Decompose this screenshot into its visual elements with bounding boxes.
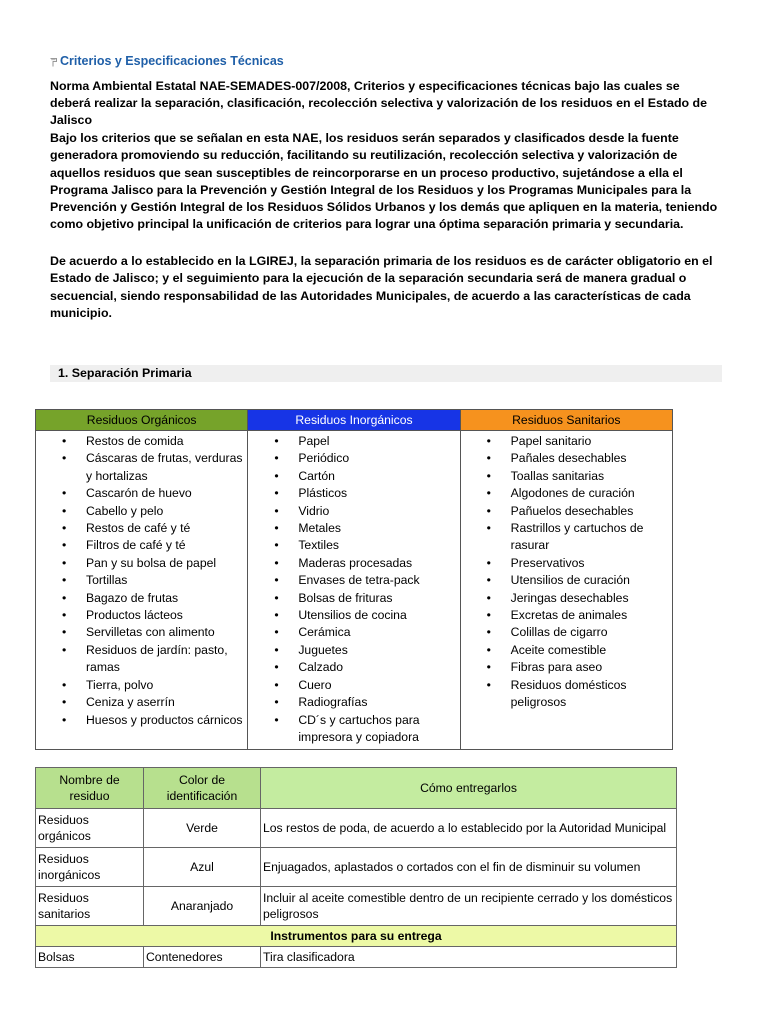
sanitary-item: • Pañales desechables <box>481 450 672 467</box>
organic-item: • Servilletas con alimento <box>56 624 247 641</box>
inorganic-item: • Juguetes <box>268 642 459 659</box>
organic-item: • Cascarón de huevo <box>56 485 247 502</box>
section-heading <box>50 54 284 68</box>
inorganic-cell <box>248 431 460 750</box>
inorganic-item: • Plásticos <box>268 485 459 502</box>
section-1-title: 1. Separación Primaria <box>58 366 192 380</box>
residue-color: Azul <box>144 848 261 887</box>
sanitary-item: • Toallas sanitarias <box>481 468 672 485</box>
table-row <box>36 848 677 887</box>
inorganic-item: • Periódico <box>268 450 459 467</box>
primary-separation-table <box>35 409 673 750</box>
inorganic-item: • Papel <box>268 433 459 450</box>
organic-item: • Cabello y pelo <box>56 503 247 520</box>
delivery-table <box>35 767 677 968</box>
organic-item: • Ceniza y aserrín <box>56 694 247 711</box>
sanitary-item: • Fibras para aseo <box>481 659 672 676</box>
organic-item: • Huesos y productos cárnicos <box>56 712 247 729</box>
sanitary-item: • Residuos domésticos peligrosos <box>481 677 672 712</box>
inorganic-item: • Textiles <box>268 537 459 554</box>
sanitary-item: • Excretas de animales <box>481 607 672 624</box>
sanitary-list <box>461 433 672 712</box>
organic-item: • Restos de comida <box>56 433 247 450</box>
organic-cell <box>36 431 248 750</box>
instruments-row <box>36 947 677 968</box>
organic-item: • Filtros de café y té <box>56 537 247 554</box>
instruments-title: Instrumentos para su entrega <box>36 926 677 947</box>
inorganic-list <box>248 433 459 746</box>
inorganic-item: • Cerámica <box>268 624 459 641</box>
organic-item: • Cáscaras de frutas, verduras y hortalizas <box>56 450 247 485</box>
residue-how: Incluir al aceite comestible dentro de un recipiente cerrado y los domésticos peligrosos <box>261 887 677 926</box>
inorganic-item: • Calzado <box>268 659 459 676</box>
inorganic-item: • Cuero <box>268 677 459 694</box>
table-row <box>36 809 677 848</box>
inorganic-item: • Vidrio <box>268 503 459 520</box>
residue-name: Residuos sanitarios <box>36 887 144 926</box>
inorganic-item: • Maderas procesadas <box>268 555 459 572</box>
inorganic-item: • Envases de tetra-pack <box>268 572 459 589</box>
inorganic-item: • CD´s y cartuchos para impresora y copiadora <box>268 712 459 747</box>
organic-item: • Tierra, polvo <box>56 677 247 694</box>
organic-item: • Residuos de jardín: pasto, ramas <box>56 642 247 677</box>
sanitary-item: • Preservativos <box>481 555 672 572</box>
instrument-item: Tira clasificadora <box>261 947 677 968</box>
organic-header: Residuos Orgánicos <box>36 410 248 431</box>
inorganic-item: • Radiografías <box>268 694 459 711</box>
organic-item: • Bagazo de frutas <box>56 590 247 607</box>
col-color-header: Color de identificación <box>144 768 261 809</box>
inorganic-item: • Utensilios de cocina <box>268 607 459 624</box>
organic-item: • Restos de café y té <box>56 520 247 537</box>
inorganic-item: • Cartón <box>268 468 459 485</box>
sanitary-item: • Aceite comestible <box>481 642 672 659</box>
col-name-header: Nombre de residuo <box>36 768 144 809</box>
residue-name: Residuos orgánicos <box>36 809 144 848</box>
residue-how: Enjuagados, aplastados o cortados con el fin de disminuir su volumen <box>261 848 677 887</box>
organic-item: • Pan y su bolsa de papel <box>56 555 247 572</box>
residue-color: Anaranjado <box>144 887 261 926</box>
flag-icon <box>50 56 57 64</box>
instrument-item: Contenedores <box>144 947 261 968</box>
inorganic-item: • Metales <box>268 520 459 537</box>
sanitary-item: • Algodones de curación <box>481 485 672 502</box>
sanitary-item: • Utensilios de curación <box>481 572 672 589</box>
sanitary-item: • Colillas de cigarro <box>481 624 672 641</box>
sanitary-item: • Rastrillos y cartuchos de rasurar <box>481 520 672 555</box>
residue-how: Los restos de poda, de acuerdo a lo establecido por la Autoridad Municipal <box>261 809 677 848</box>
sanitary-item: • Pañuelos desechables <box>481 503 672 520</box>
organic-item: • Tortillas <box>56 572 247 589</box>
sanitary-item: • Jeringas desechables <box>481 590 672 607</box>
paragraph-1: Bajo los criterios que se señalan en esta NAE, los residuos serán separados y clasificados desde la fuente generadora promoviendo su reducción, facilitando su reutilización, recolección selectiva y valorización de aquellos residuos que sean susceptibles de reincorporarse en un proceso productivo, sujetándose a ella el Programa Jalisco para la Prevención y Gestión Integral de los Residuos y los Programas Municipales para la Prevención y Gestión Integral de los Residuos Sólidos Urbanos y los demás que apliquen en la materia, teniendo como objetivo principal la unificación de criterios para lograr una óptima separación primaria y secundaria. <box>50 131 718 232</box>
sanitary-cell <box>460 431 672 750</box>
organic-item: • Productos lácteos <box>56 607 247 624</box>
organic-list <box>36 433 247 729</box>
residue-name: Residuos inorgánicos <box>36 848 144 887</box>
inorganic-item: • Bolsas de frituras <box>268 590 459 607</box>
inorganic-header: Residuos Inorgánicos <box>248 410 460 431</box>
sanitary-header: Residuos Sanitarios <box>460 410 672 431</box>
table-row <box>36 887 677 926</box>
sanitary-item: • Papel sanitario <box>481 433 672 450</box>
residue-color: Verde <box>144 809 261 848</box>
instrument-item: Bolsas <box>36 947 144 968</box>
section-heading-text: Criterios y Especificaciones Técnicas <box>60 54 284 68</box>
col-how-header: Cómo entregarlos <box>261 768 677 809</box>
paragraph-2: De acuerdo a lo establecido en la LGIREJ, la separación primaria de los residuos es de carácter obligatorio en el Estado de Jalisco; y el seguimiento para la ejecución de la separación secundaria será de manera gradual o secuencial, siendo responsabilidad de las Autoridades Municipales, de acuerdo a las características de cada municipio. <box>50 254 713 320</box>
intro-title: Norma Ambiental Estatal NAE-SEMADES-007/2008, Criterios y especificaciones técnicas bajo las cuales se deberá realizar la separación, clasificación, recolección selectiva y valorización de los residuos en el Estado de Jalisco <box>50 79 707 127</box>
section-1-band <box>50 365 722 382</box>
